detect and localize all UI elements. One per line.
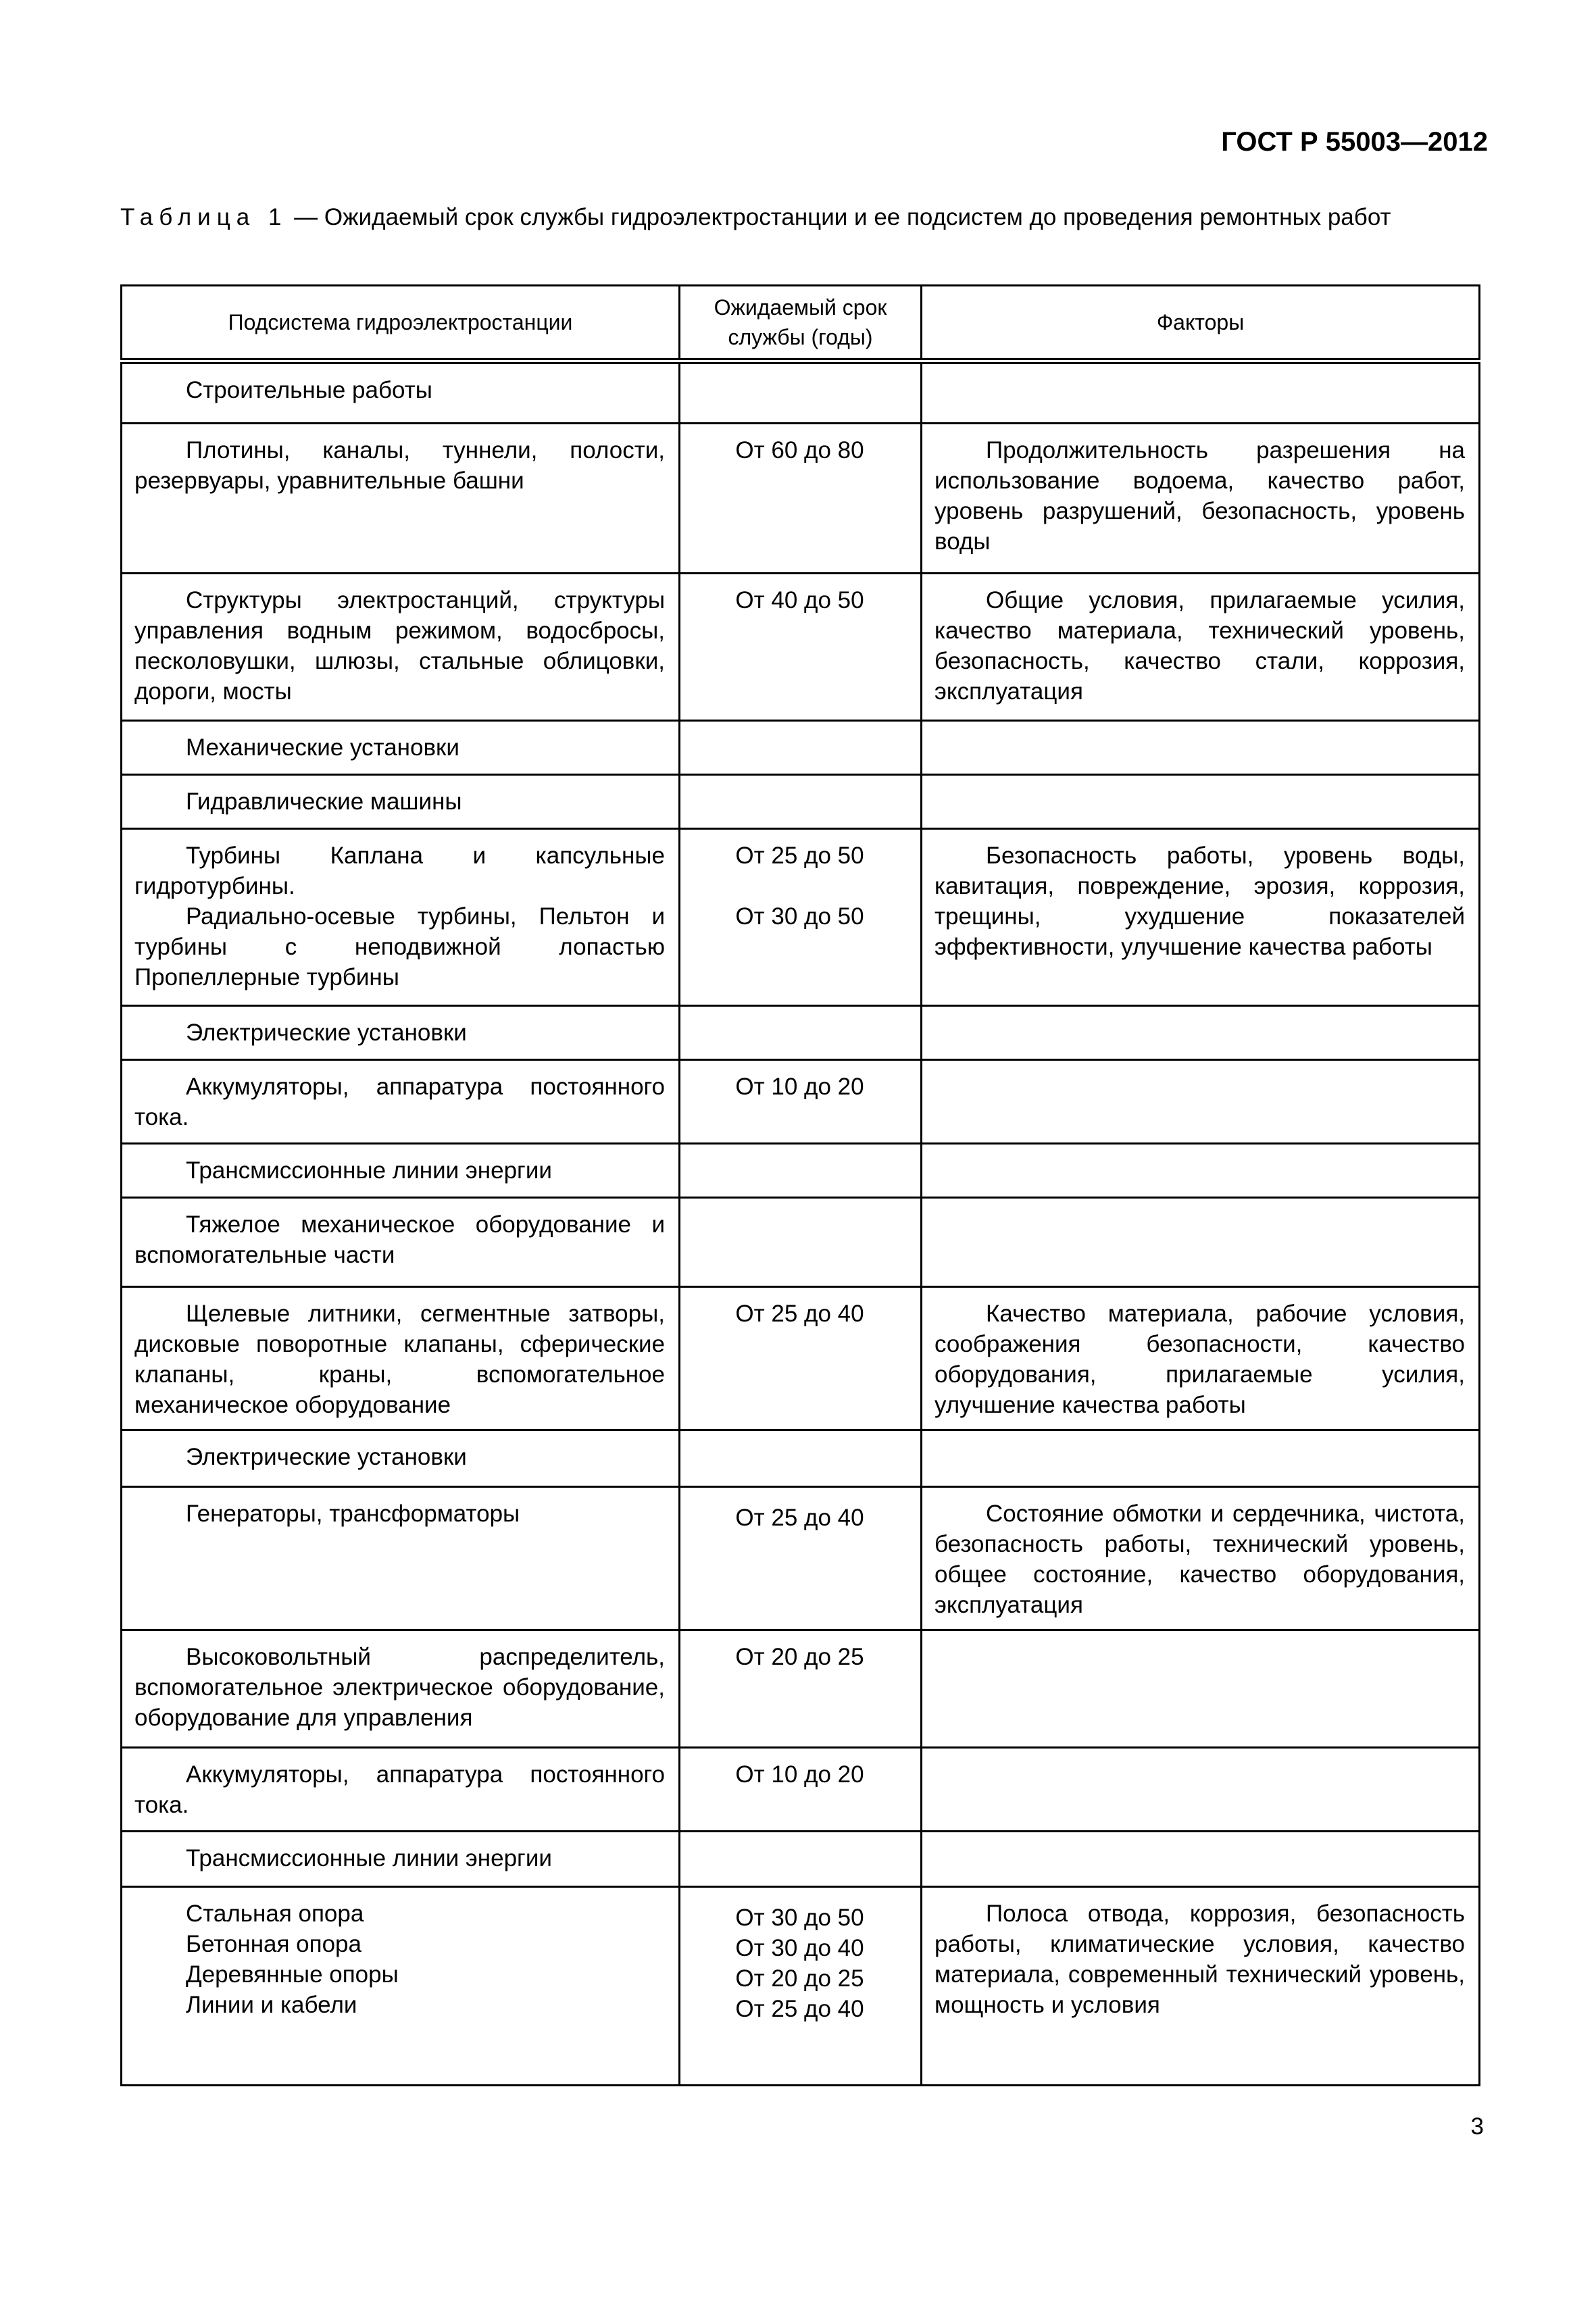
table-caption bbox=[120, 203, 1477, 232]
life-cell bbox=[680, 721, 922, 775]
life-item: От 20 до 25 bbox=[735, 1965, 864, 1992]
subsystem-text: Структуры электростанций, структуры управления водным режимом, водосбросы, песколовушки, шлюзы, стальные облицовки, дороги, мосты bbox=[134, 587, 665, 705]
subsystem-text: Высоковольтный распределитель, вспомогательное электрическое оборудование, оборудование для управления bbox=[134, 1644, 665, 1731]
factors-cell bbox=[922, 1630, 1480, 1748]
life-text: От 20 до 25 bbox=[735, 1644, 864, 1670]
header-subsystem: Подсистема гидроэлектростанции bbox=[122, 286, 680, 361]
life-cell bbox=[680, 1006, 922, 1060]
life-cell bbox=[680, 1887, 922, 2086]
table-row bbox=[122, 829, 1480, 1006]
life-text: От 25 до 40 bbox=[735, 1505, 864, 1531]
factors-text: Общие условия, прилагаемые усилия, качество материала, технический уровень, безопасность, качество стали, коррозия, эксплуатация bbox=[934, 587, 1465, 705]
factors-cell bbox=[922, 829, 1480, 1006]
life-cell bbox=[680, 1144, 922, 1198]
factors-text: Качество материала, рабочие условия, соображения безопасности, качество оборудования, прилагаемые усилия, улучшение качества работы bbox=[934, 1301, 1465, 1418]
life-item: От 25 до 40 bbox=[735, 1996, 864, 2022]
subsystem-text: Плотины, каналы, туннели, полости, резервуары, уравнительные башни bbox=[134, 437, 665, 494]
subsystem-cell bbox=[122, 574, 680, 721]
subsystem-cell bbox=[122, 1887, 680, 2086]
life-cell bbox=[680, 1060, 922, 1144]
life-cell bbox=[680, 1198, 922, 1287]
subsystem-text: Электрические установки bbox=[186, 1444, 467, 1470]
factors-text: Состояние обмотки и сердечника, чистота, безопасность работы, технический уровень, общее состояние, качество оборудования, эксплуатация bbox=[934, 1501, 1465, 1618]
table-row bbox=[122, 1006, 1480, 1060]
table-header-row bbox=[122, 286, 1480, 361]
subsystem-text: Тяжелое механическое оборудование и вспомогательные части bbox=[134, 1211, 665, 1268]
life-text: От 10 до 20 bbox=[735, 1761, 864, 1788]
document-code: ГОСТ Р 55003—2012 bbox=[1221, 127, 1488, 157]
factors-cell bbox=[922, 1748, 1480, 1832]
life-cell bbox=[680, 361, 922, 424]
table-row bbox=[122, 1832, 1480, 1887]
subsystem-cell bbox=[122, 1144, 680, 1198]
subsystem-cell bbox=[122, 1630, 680, 1748]
subsystem-text bbox=[122, 901, 678, 1001]
subsystem-text bbox=[122, 830, 678, 901]
list-item: Стальная опора bbox=[186, 1901, 364, 1927]
subsystem-cell bbox=[122, 1748, 680, 1832]
factors-cell bbox=[922, 1430, 1480, 1487]
table-row bbox=[122, 1887, 1480, 2086]
life-text: От 10 до 20 bbox=[735, 1074, 864, 1100]
subsystem-text-a: Турбины Каплана и капсульные гидротурбины. bbox=[134, 842, 665, 899]
factors-cell bbox=[922, 1287, 1480, 1430]
factors-cell bbox=[922, 1060, 1480, 1144]
life-text: От 30 до 50 bbox=[735, 903, 864, 930]
subsystem-cell bbox=[122, 721, 680, 775]
factors-cell bbox=[922, 1006, 1480, 1060]
life-text: От 40 до 50 bbox=[735, 587, 864, 613]
page-number: 3 bbox=[1470, 2113, 1484, 2140]
subsystem-cell bbox=[122, 424, 680, 574]
subsystem-cell bbox=[122, 775, 680, 829]
subsystem-text: Аккумуляторы, аппаратура постоянного тока. bbox=[134, 1074, 665, 1130]
factors-cell bbox=[922, 1887, 1480, 2086]
subsystem-text-b: Радиально-осевые турбины, Пельтон и турбины с неподвижной лопастью Пропеллерные турбины bbox=[134, 903, 665, 990]
factors-text: Безопасность работы, уровень воды, кавитация, повреждение, эрозия, коррозия, трещины, ухудшение показателей эффективности, улучшение качества работы bbox=[934, 842, 1465, 960]
life-cell bbox=[680, 574, 922, 721]
factors-cell bbox=[922, 1144, 1480, 1198]
table-row bbox=[122, 721, 1480, 775]
table-row bbox=[122, 1487, 1480, 1630]
subsystem-text: Строительные работы bbox=[186, 377, 432, 403]
subsystem-text: Трансмиссионные линии энергии bbox=[186, 1157, 552, 1184]
table-row bbox=[122, 1144, 1480, 1198]
caption-label: Таблица 1 bbox=[120, 204, 288, 230]
header-factors: Факторы bbox=[922, 286, 1480, 361]
table-row bbox=[122, 1060, 1480, 1144]
subsystem-list bbox=[122, 1888, 678, 2028]
life-text: От 25 до 40 bbox=[735, 1301, 864, 1327]
subsystem-cell bbox=[122, 361, 680, 424]
table-row bbox=[122, 1287, 1480, 1430]
table-row bbox=[122, 574, 1480, 721]
life-cell bbox=[680, 829, 922, 1006]
service-life-table bbox=[120, 284, 1480, 2086]
table-row bbox=[122, 424, 1480, 574]
subsystem-text: Трансмиссионные линии энергии bbox=[186, 1845, 552, 1871]
life-cell bbox=[680, 1430, 922, 1487]
caption-dash: — bbox=[287, 204, 324, 230]
list-item: Линии и кабели bbox=[186, 1992, 357, 2018]
factors-text: Продолжительность разрешения на использование водоема, качество работ, уровень разрушений, безопасность, уровень воды bbox=[934, 437, 1465, 555]
table-row bbox=[122, 1630, 1480, 1748]
subsystem-cell bbox=[122, 1060, 680, 1144]
subsystem-text: Механические установки bbox=[186, 734, 459, 761]
header-service-life: Ожидаемый срок службы (годы) bbox=[680, 286, 922, 361]
life-cell bbox=[680, 424, 922, 574]
factors-cell bbox=[922, 424, 1480, 574]
subsystem-cell bbox=[122, 1287, 680, 1430]
life-cell bbox=[680, 1287, 922, 1430]
factors-cell bbox=[922, 1487, 1480, 1630]
subsystem-cell bbox=[122, 829, 680, 1006]
subsystem-text: Щелевые литники, сегментные затворы, дисковые поворотные клапаны, сферические клапаны, краны, вспомогательное механическое оборудование bbox=[134, 1301, 665, 1418]
table-row bbox=[122, 1748, 1480, 1832]
table-row bbox=[122, 1198, 1480, 1287]
subsystem-cell bbox=[122, 1832, 680, 1887]
life-cell bbox=[680, 775, 922, 829]
caption-text: Ожидаемый срок службы гидроэлектростанции и ее подсистем до проведения ремонтных работ bbox=[324, 204, 1391, 230]
table-row bbox=[122, 775, 1480, 829]
subsystem-cell bbox=[122, 1487, 680, 1630]
subsystem-cell bbox=[122, 1430, 680, 1487]
subsystem-text: Гидравлические машины bbox=[186, 788, 462, 815]
life-cell bbox=[680, 1487, 922, 1630]
subsystem-text: Аккумуляторы, аппаратура постоянного тока. bbox=[134, 1761, 665, 1818]
factors-text: Полоса отвода, коррозия, безопасность работы, климатические условия, качество материала, современный технический уровень, мощность и условия bbox=[934, 1901, 1465, 2018]
subsystem-cell bbox=[122, 1006, 680, 1060]
life-cell bbox=[680, 1630, 922, 1748]
life-list bbox=[680, 1888, 920, 2032]
subsystem-cell bbox=[122, 1198, 680, 1287]
life-text: От 60 до 80 bbox=[735, 437, 864, 463]
life-item: От 30 до 50 bbox=[735, 1905, 864, 1931]
subsystem-text: Генераторы, трансформаторы bbox=[186, 1501, 520, 1527]
life-cell bbox=[680, 1832, 922, 1887]
subsystem-text: Электрические установки bbox=[186, 1020, 467, 1046]
life-text: От 25 до 50 bbox=[735, 842, 864, 869]
life-item: От 30 до 40 bbox=[735, 1935, 864, 1961]
factors-cell bbox=[922, 1832, 1480, 1887]
table-row bbox=[122, 1430, 1480, 1487]
factors-cell bbox=[922, 721, 1480, 775]
factors-cell bbox=[922, 361, 1480, 424]
list-item: Бетонная опора bbox=[186, 1931, 361, 1957]
factors-cell bbox=[922, 775, 1480, 829]
life-cell bbox=[680, 1748, 922, 1832]
factors-cell bbox=[922, 574, 1480, 721]
table-row bbox=[122, 361, 1480, 424]
factors-cell bbox=[922, 1198, 1480, 1287]
list-item: Деревянные опоры bbox=[186, 1961, 399, 1988]
